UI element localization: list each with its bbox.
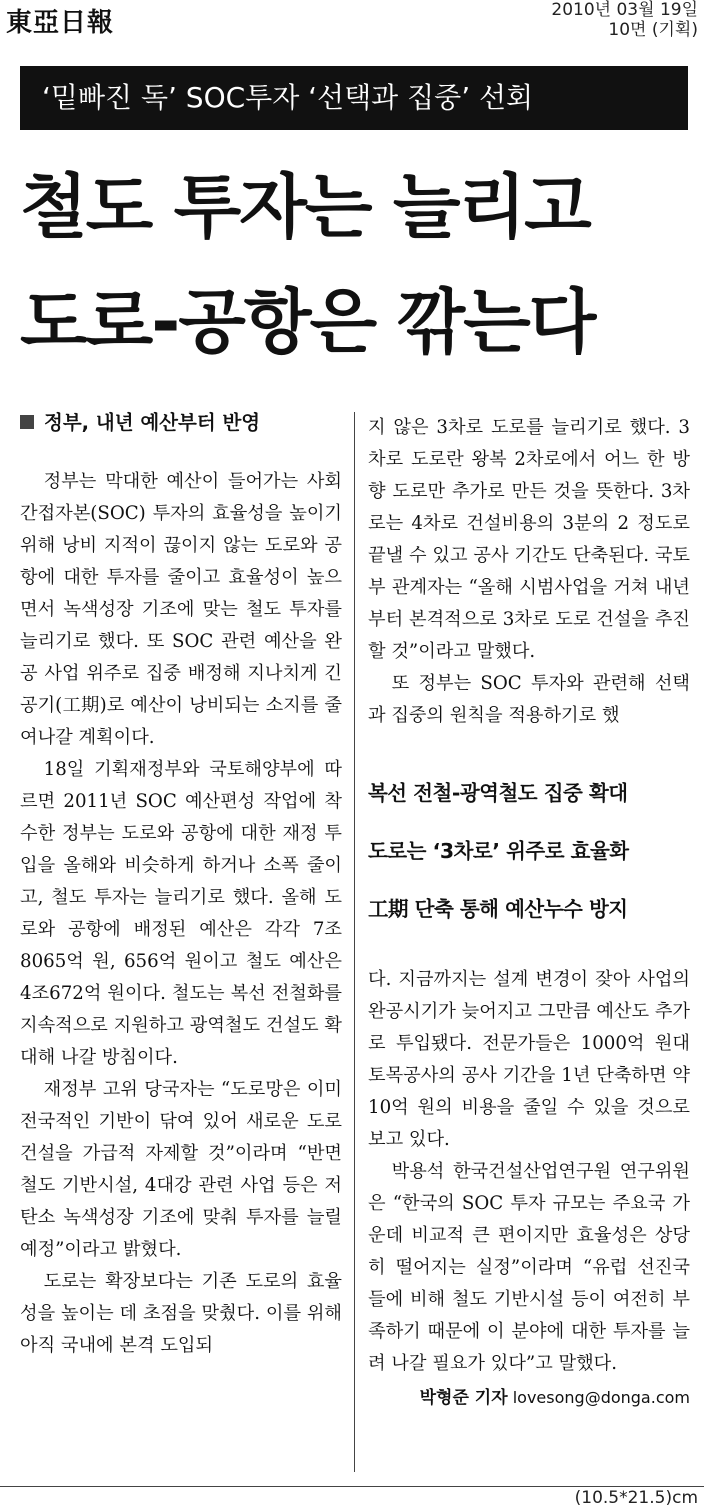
subheading-text: 정부, 내년 예산부터 반영 <box>44 411 261 434</box>
reporter-name: 박형준 기자 <box>419 1388 508 1408</box>
square-bullet-icon <box>20 415 34 429</box>
clipping-size-note: (10.5*21.5)cm <box>574 1488 698 1508</box>
deck-line: 복선 전철-광역철도 집중 확대 <box>368 781 628 805</box>
paragraph: 재정부 고위 당국자는 “도로망은 이미 전국적인 기반이 닦여 있어 새로운 도로 건설을 가급적 자제할 것”이라며 “반면 철도 기반시설, 4대강 관련 사업 등은 저탄소 녹색성장 기조에 맞춰 투자를 늘릴 예정”이라고 밝혔다. <box>20 1079 342 1260</box>
reporter-email: lovesong@donga.com <box>512 1388 690 1407</box>
footer-rule <box>0 1486 704 1487</box>
paragraph: 다. 지금까지는 설계 변경이 잦아 사업의 완공시기가 늦어지고 그만큼 예산도 추가로 투입됐다. 전문가들은 1000억 원대 토목공사의 공사 기간을 1년 단축하면 약 10억 원의 비용을 줄일 수 있을 것으로 보고 있다. <box>368 969 690 1150</box>
headline <box>20 150 690 380</box>
paragraph: 도로는 확장보다는 기존 도로의 효율성을 높이는 데 초점을 맞췄다. 이를 위해 아직 국내에 본격 도입되 <box>20 1271 342 1356</box>
paragraph: 박용석 한국건설산업연구원 연구위원은 “한국의 SOC 투자 규모는 주요국 가운데 비교적 큰 편이지만 효율성은 상당히 떨어지는 실정”이라며 “유럽 선진국들에 비해 철도 기반시설 등이 여전히 부족하기 때문에 이 분야에 대한 투자를 늘려 나갈 필요가 있다”고 말했다. <box>368 1161 690 1374</box>
deck-line: 工期 단축 통해 예산누수 방지 <box>368 897 628 921</box>
article-column-left <box>20 412 342 1362</box>
dateline <box>551 0 698 40</box>
paragraph: 18일 기획재정부와 국토해양부에 따르면 2011년 SOC 예산편성 작업에 착수한 정부는 도로와 공항에 대한 재정 투입을 올해와 비슷하게 하거나 소폭 줄이고, 철도 투자는 늘리기로 했다. 올해 도로와 공항에 배정된 예산은 각각 7조8065억 원, 656억 원이고 철도 예산은 4조672억 원이다. 철도는 복선 전철화를 지속적으로 지원하고 광역철도 건설도 확대해 나갈 방침이다. <box>20 759 342 1068</box>
paragraph: 지 않은 3차로 도로를 늘리기로 했다. 3차로 도로란 왕복 2차로에서 어느 한 방향 도로만 추가로 만든 것을 뜻한다. 3차로는 4차로 건설비용의 3분의 2 정도로 끝낼 수 있고 공사 기간도 단축된다. 국토부 관계자는 “올해 시범사업을 거쳐 내년부터 본격적으로 3차로 도로 건설을 추진할 것”이라고 말했다. <box>368 417 690 662</box>
headline-line-2: 도로-공항은 깎는다 <box>20 281 595 363</box>
column-divider <box>354 412 355 1472</box>
page-section: 10면 (기획) <box>608 20 698 40</box>
paragraph: 또 정부는 SOC 투자와 관련해 선택과 집중의 원칙을 적용하기로 했 <box>368 673 690 726</box>
article-column-right <box>368 412 690 1414</box>
publication-date: 2010년 03월 19일 <box>551 0 698 20</box>
paragraph: 정부는 막대한 예산이 들어가는 사회간접자본(SOC) 투자의 효율성을 높이기 위해 낭비 지적이 끊이지 않는 도로와 공항에 대한 투자를 줄이고 효율성이 높으면서 녹색성장 기조에 맞는 철도 투자를 늘리기로 했다. 또 SOC 관련 예산을 완공 사업 위주로 집중 배정해 지나치게 긴 공기(工期)로 예산이 낭비되는 소지를 줄여나갈 계획이다. <box>20 471 342 748</box>
newspaper-logo: 東亞日報 <box>6 8 115 38</box>
kicker-banner: ‘밑빠진 독’ SOC투자 ‘선택과 집중’ 선회 <box>20 66 688 130</box>
deck-summary <box>368 764 690 938</box>
headline-line-1: 철도 투자는 늘리고 <box>20 166 590 248</box>
byline <box>368 1382 690 1414</box>
subheading <box>20 408 342 438</box>
masthead <box>0 0 704 44</box>
deck-line: 도로는 ‘3차로’ 위주로 효율화 <box>368 839 629 863</box>
